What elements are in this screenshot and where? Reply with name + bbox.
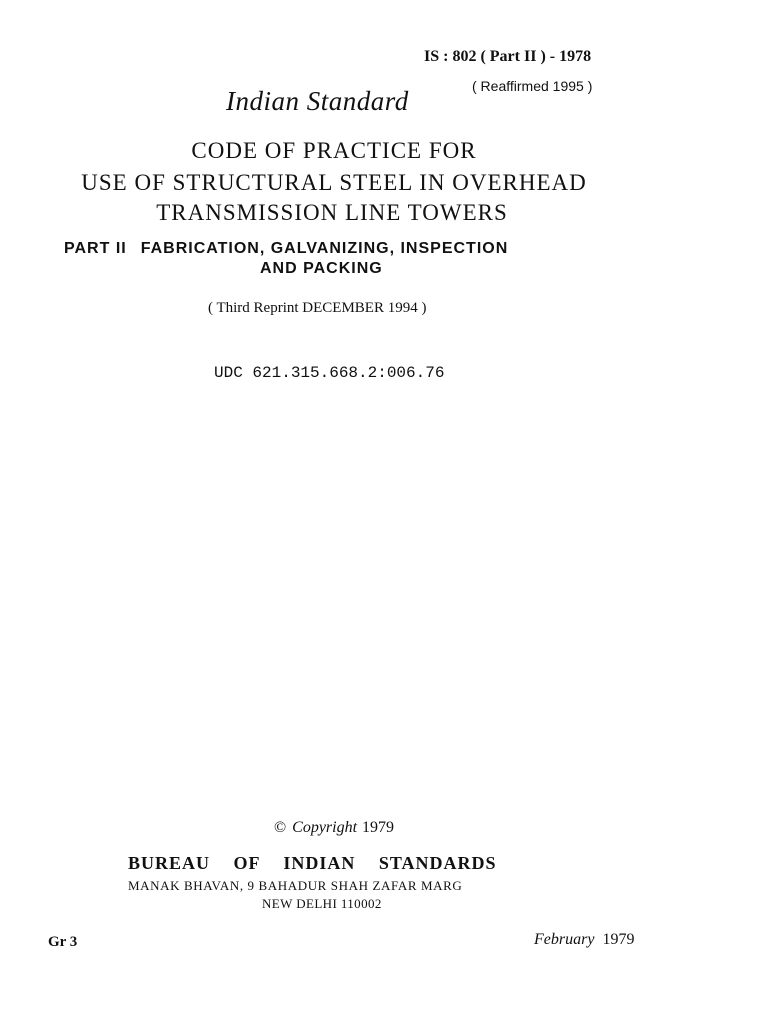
copyright-year: 1979 bbox=[362, 819, 395, 836]
issue-year: 1979 bbox=[602, 931, 635, 948]
issue-date bbox=[534, 931, 634, 949]
copyright-icon: © bbox=[274, 819, 287, 836]
part-heading bbox=[64, 240, 508, 258]
part-label: PART II bbox=[64, 240, 127, 257]
reprint-note: ( Third Reprint DECEMBER 1994 ) bbox=[208, 300, 427, 316]
part-title-line-2: AND PACKING bbox=[260, 260, 383, 277]
title-line-1: CODE OF PRACTICE FOR bbox=[191, 138, 477, 163]
reaffirmed-note: ( Reaffirmed 1995 ) bbox=[472, 78, 593, 94]
standard-number: IS : 802 ( Part II ) - 1978 bbox=[424, 48, 592, 65]
title-line-3: TRANSMISSION LINE TOWERS bbox=[156, 200, 508, 225]
copyright-line bbox=[274, 819, 394, 837]
issue-month: February bbox=[534, 931, 595, 948]
copyright-word: Copyright bbox=[292, 819, 358, 836]
part-title-line-1: FABRICATION, GALVANIZING, INSPECTION bbox=[140, 240, 509, 257]
publisher-address-line-1: MANAK BHAVAN, 9 BAHADUR SHAH ZAFAR MARG bbox=[128, 878, 463, 893]
title-line-2: USE OF STRUCTURAL STEEL IN OVERHEAD bbox=[81, 170, 587, 195]
publisher-address-line-2: NEW DELHI 110002 bbox=[262, 896, 382, 911]
series-title: Indian Standard bbox=[226, 86, 409, 116]
udc-code: UDC 621.315.668.2:006.76 bbox=[214, 364, 445, 382]
publisher-name: BUREAU OF INDIAN STANDARDS bbox=[128, 853, 497, 873]
price-group: Gr 3 bbox=[48, 934, 78, 950]
